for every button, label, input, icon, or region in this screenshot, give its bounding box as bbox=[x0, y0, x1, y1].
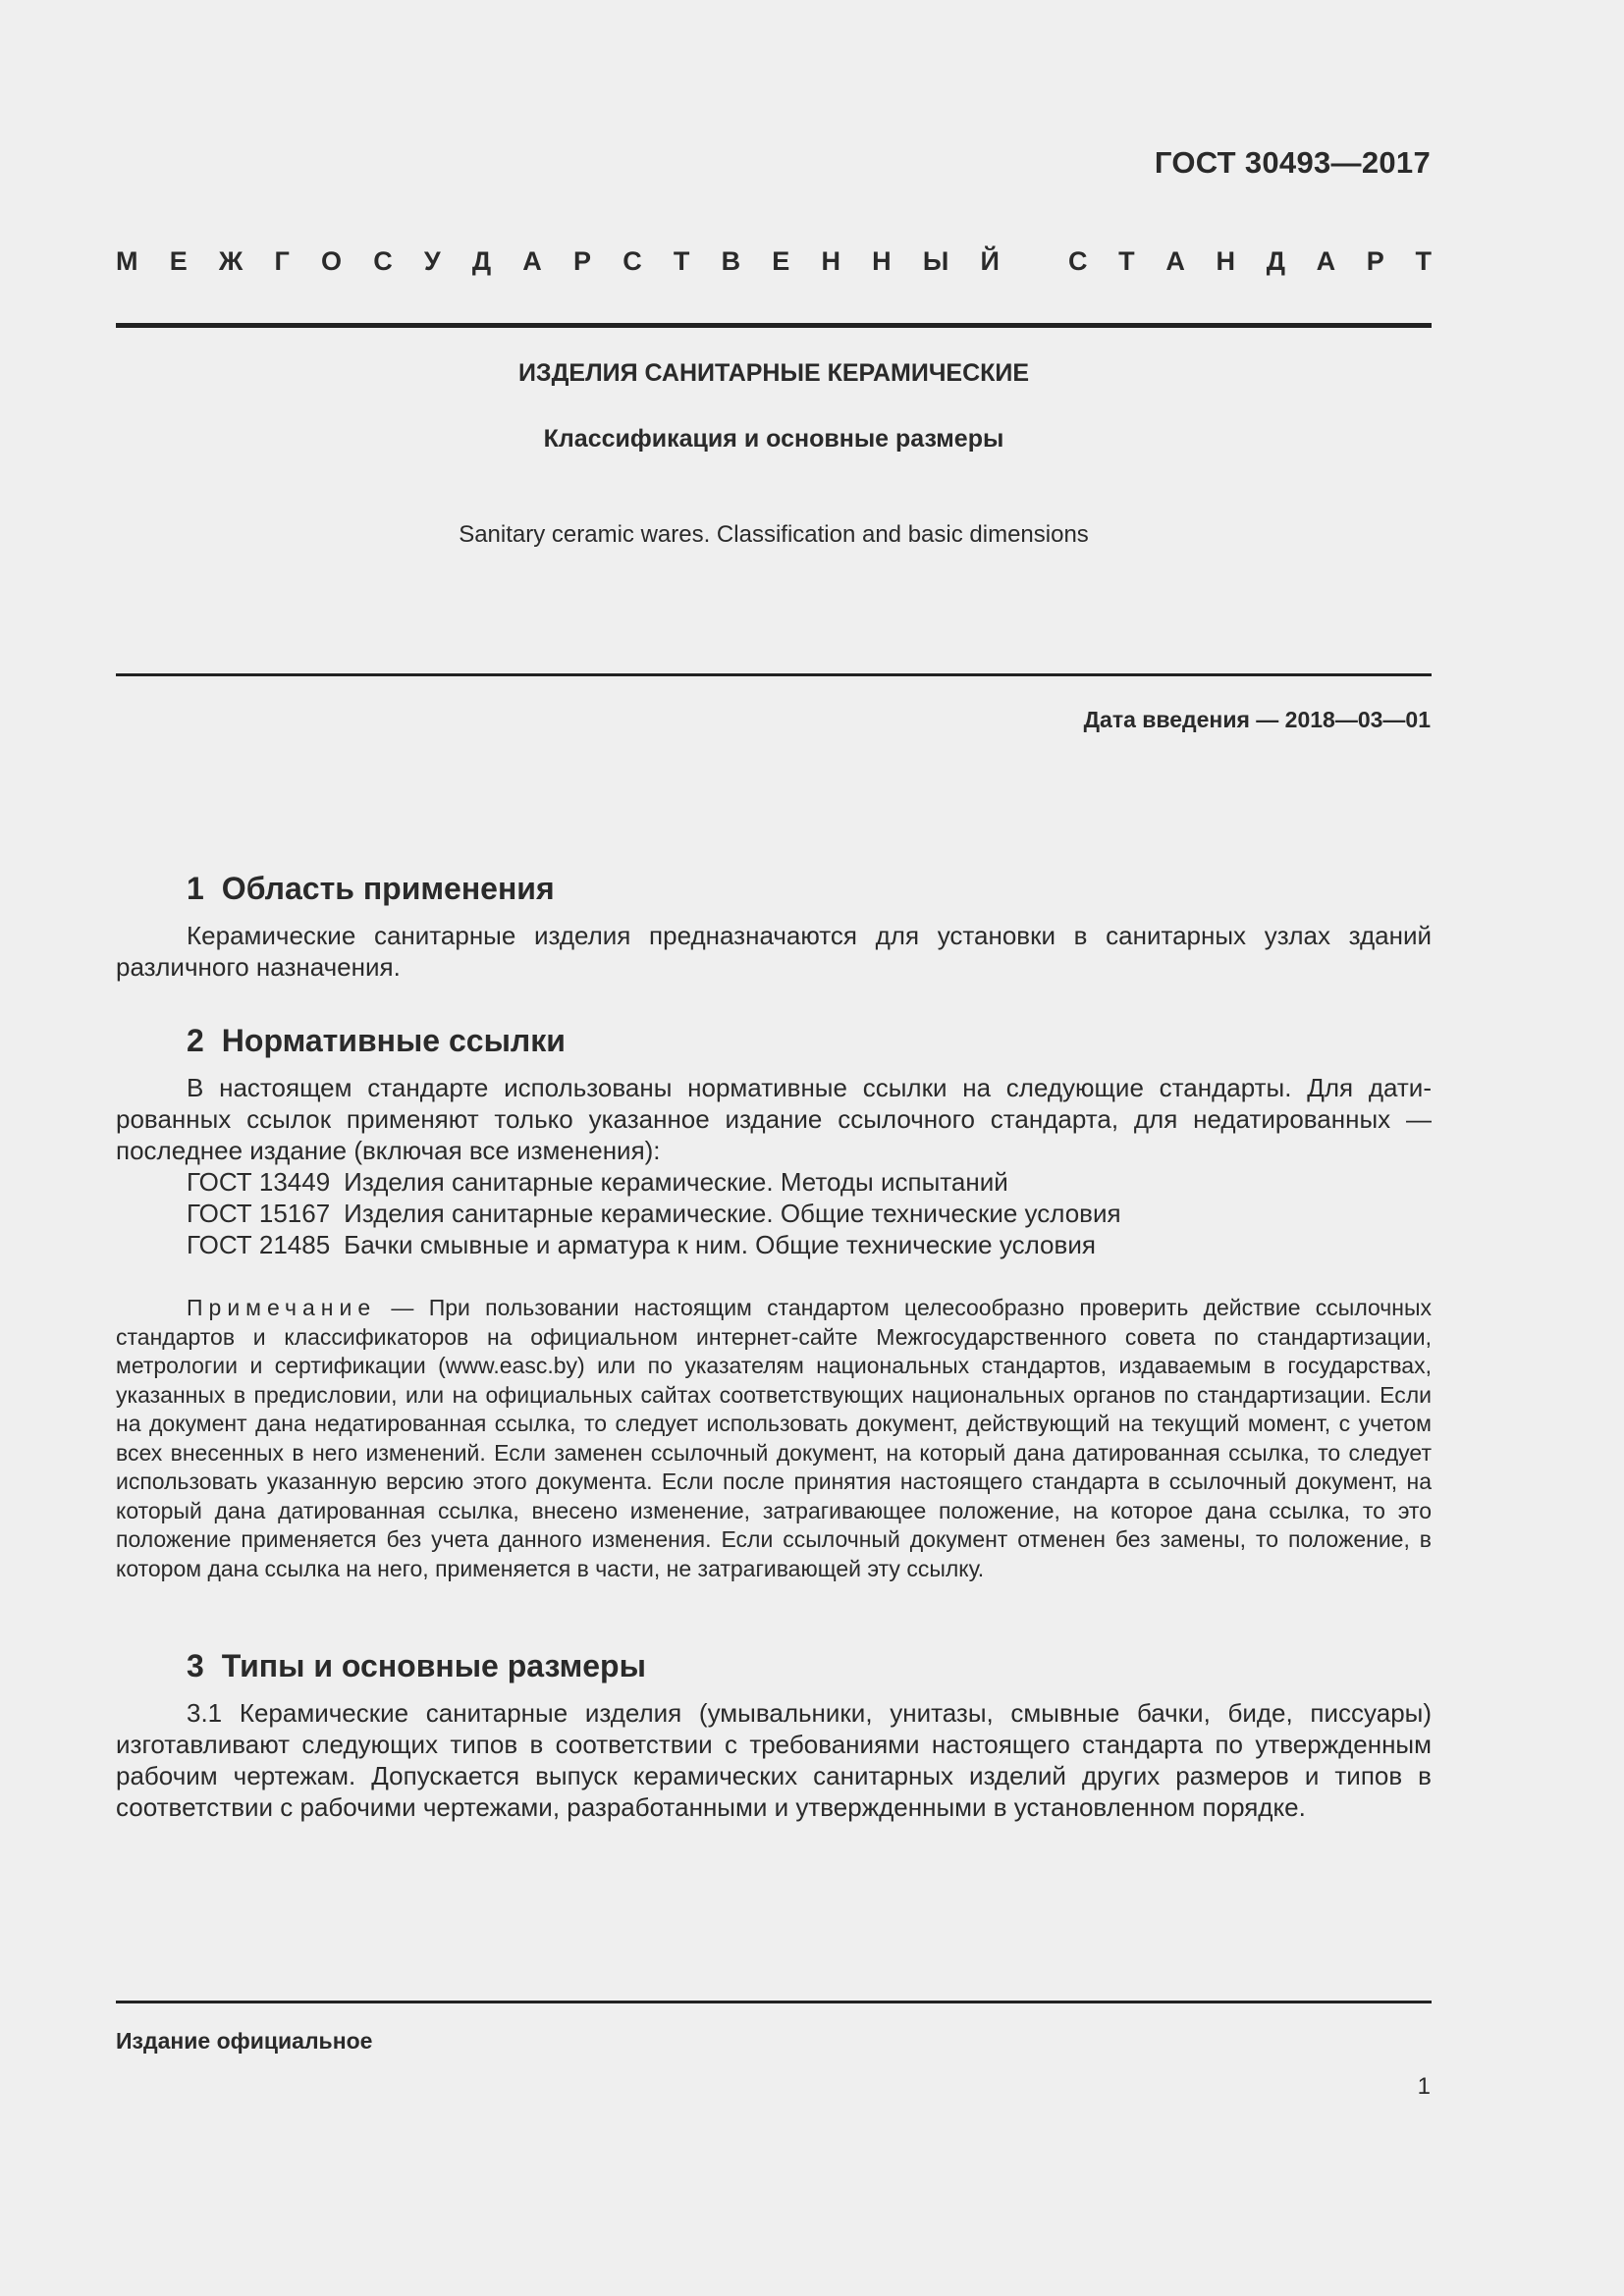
letter: Е bbox=[169, 246, 188, 276]
footer-rule bbox=[116, 2001, 1432, 2003]
official-edition-label: Издание официальное bbox=[116, 2028, 373, 2054]
section-paragraph: В настоящем стандарте использованы нормативные ссылки на следующие стандарты. Для датированных ссылок применяют только указанное издание ссылочного стандарта, для недатированных — последнее издание (включая все изменения): bbox=[116, 1073, 1432, 1165]
section-title: Нормативные ссылки bbox=[221, 1023, 566, 1058]
reference-title: Изделия санитарные керамические. Методы испытаний bbox=[344, 1167, 1008, 1197]
section-title: Типы и основные размеры bbox=[221, 1648, 646, 1683]
document-title-english: Sanitary ceramic wares. Classification and basic dimensions bbox=[459, 521, 1089, 548]
gost-code: ГОСТ 30493—2017 bbox=[1154, 145, 1431, 180]
letter: А bbox=[522, 246, 542, 276]
section-paragraph: 3.1 Керамические санитарные изделия (умывальники, унитазы, смывные бачки, биде, писсуары) изготавливают следующих типов в соответствии с требованиями настоящего стандарта по утвержденным рабочим чертежам. Допускается выпуск керамических санитарных изделий других размеров и типов в соответствии с рабочими чертежами, разработанными и утвержденными в установленном порядке. bbox=[116, 1698, 1432, 1822]
letter: У bbox=[423, 246, 441, 276]
section-heading-types-dimensions bbox=[116, 1646, 1432, 1685]
header-rule bbox=[116, 323, 1432, 328]
letter: А bbox=[1165, 246, 1185, 276]
letter: Н bbox=[872, 246, 892, 276]
standard-type-word-interstate bbox=[116, 246, 1000, 277]
letter: С bbox=[1068, 246, 1088, 276]
note-text: — При пользовании настоящим стандартом целесообразно проверить действие ссылочных стандартов и классификаторов на официальном интернет-сайте Межгосударственного совета по стандартизации, метрологии и сертификации (www.easc.by) или по указателям национальных стандартов, издаваемым в государствах, указанных в предисловии, или на официальных сайтах соответствующих национальных органов по стандартизации. Если на документ дана недатированная ссылка, то следует использовать документ, действующий на текущий момент, с учетом всех внесенных в него изменений. Если заменен ссылочный документ, на который дана датированная ссылка, то следует использовать указанную версию этого документа. Если после принятия настоящего стандарта в ссылочный документ, на который дана датированная ссылка, внесено изменение, затрагивающее положение, на которое дана ссылка, то это положение применяется без учета данного изменения. Если ссылочный документ отменен без замены, то положение, в котором дана ссылка на него, применяется в части, не затрагивающей эту ссылку. bbox=[116, 1295, 1433, 1581]
reference-title: Бачки смывные и арматура к ним. Общие технические условия bbox=[344, 1230, 1096, 1259]
reference-list bbox=[116, 1166, 1432, 1260]
document-title: ИЗДЕЛИЯ САНИТАРНЫЕ КЕРАМИЧЕСКИЕ bbox=[517, 359, 1030, 387]
reference-item bbox=[116, 1198, 1432, 1229]
section-number: 3 bbox=[187, 1648, 204, 1683]
letter: Д bbox=[471, 246, 492, 276]
letter: В bbox=[721, 246, 741, 276]
letter: Е bbox=[772, 246, 790, 276]
section-title: Область применения bbox=[221, 871, 555, 906]
introduction-date: Дата введения — 2018—03—01 bbox=[1083, 707, 1431, 732]
section-paragraph: Керамические санитарные изделия предназначаются для установки в санитарных узлах зданий различного назначения. bbox=[116, 921, 1432, 982]
letter: М bbox=[116, 246, 138, 276]
letter: С bbox=[623, 246, 642, 276]
title-rule bbox=[116, 673, 1432, 676]
letter: Й bbox=[980, 246, 1000, 276]
letter: С bbox=[373, 246, 393, 276]
letter: Т bbox=[1415, 246, 1432, 276]
section-heading-scope bbox=[116, 869, 1432, 908]
letter: Ы bbox=[922, 246, 949, 276]
section-number: 2 bbox=[187, 1023, 204, 1058]
letter: Д bbox=[1266, 246, 1285, 276]
standard-type-word-standard bbox=[1068, 246, 1432, 277]
letter: А bbox=[1316, 246, 1336, 276]
note-label: Примечание bbox=[187, 1295, 377, 1320]
reference-title: Изделия санитарные керамические. Общие технические условия bbox=[344, 1199, 1121, 1228]
letter: Т bbox=[1118, 246, 1135, 276]
letter: Ж bbox=[218, 246, 244, 276]
note-paragraph bbox=[116, 1294, 1432, 1583]
page-number: 1 bbox=[1417, 2073, 1431, 2100]
letter: Т bbox=[673, 246, 690, 276]
reference-code: ГОСТ 21485 bbox=[187, 1230, 331, 1259]
letter: О bbox=[320, 246, 342, 276]
reference-code: ГОСТ 13449 bbox=[187, 1167, 331, 1197]
letter: Н bbox=[821, 246, 840, 276]
letter: Г bbox=[274, 246, 290, 276]
standard-type-heading bbox=[116, 246, 1432, 277]
letter: Р bbox=[572, 246, 591, 276]
section-heading-normative-references bbox=[116, 1021, 1432, 1060]
reference-code: ГОСТ 15167 bbox=[187, 1199, 331, 1228]
letter: Н bbox=[1216, 246, 1236, 276]
document-subtitle: Классификация и основные размеры bbox=[543, 425, 1004, 453]
letter: Р bbox=[1366, 246, 1384, 276]
section-number: 1 bbox=[187, 871, 204, 906]
document-body bbox=[116, 869, 1432, 1823]
reference-item bbox=[116, 1166, 1432, 1198]
reference-item bbox=[116, 1229, 1432, 1260]
